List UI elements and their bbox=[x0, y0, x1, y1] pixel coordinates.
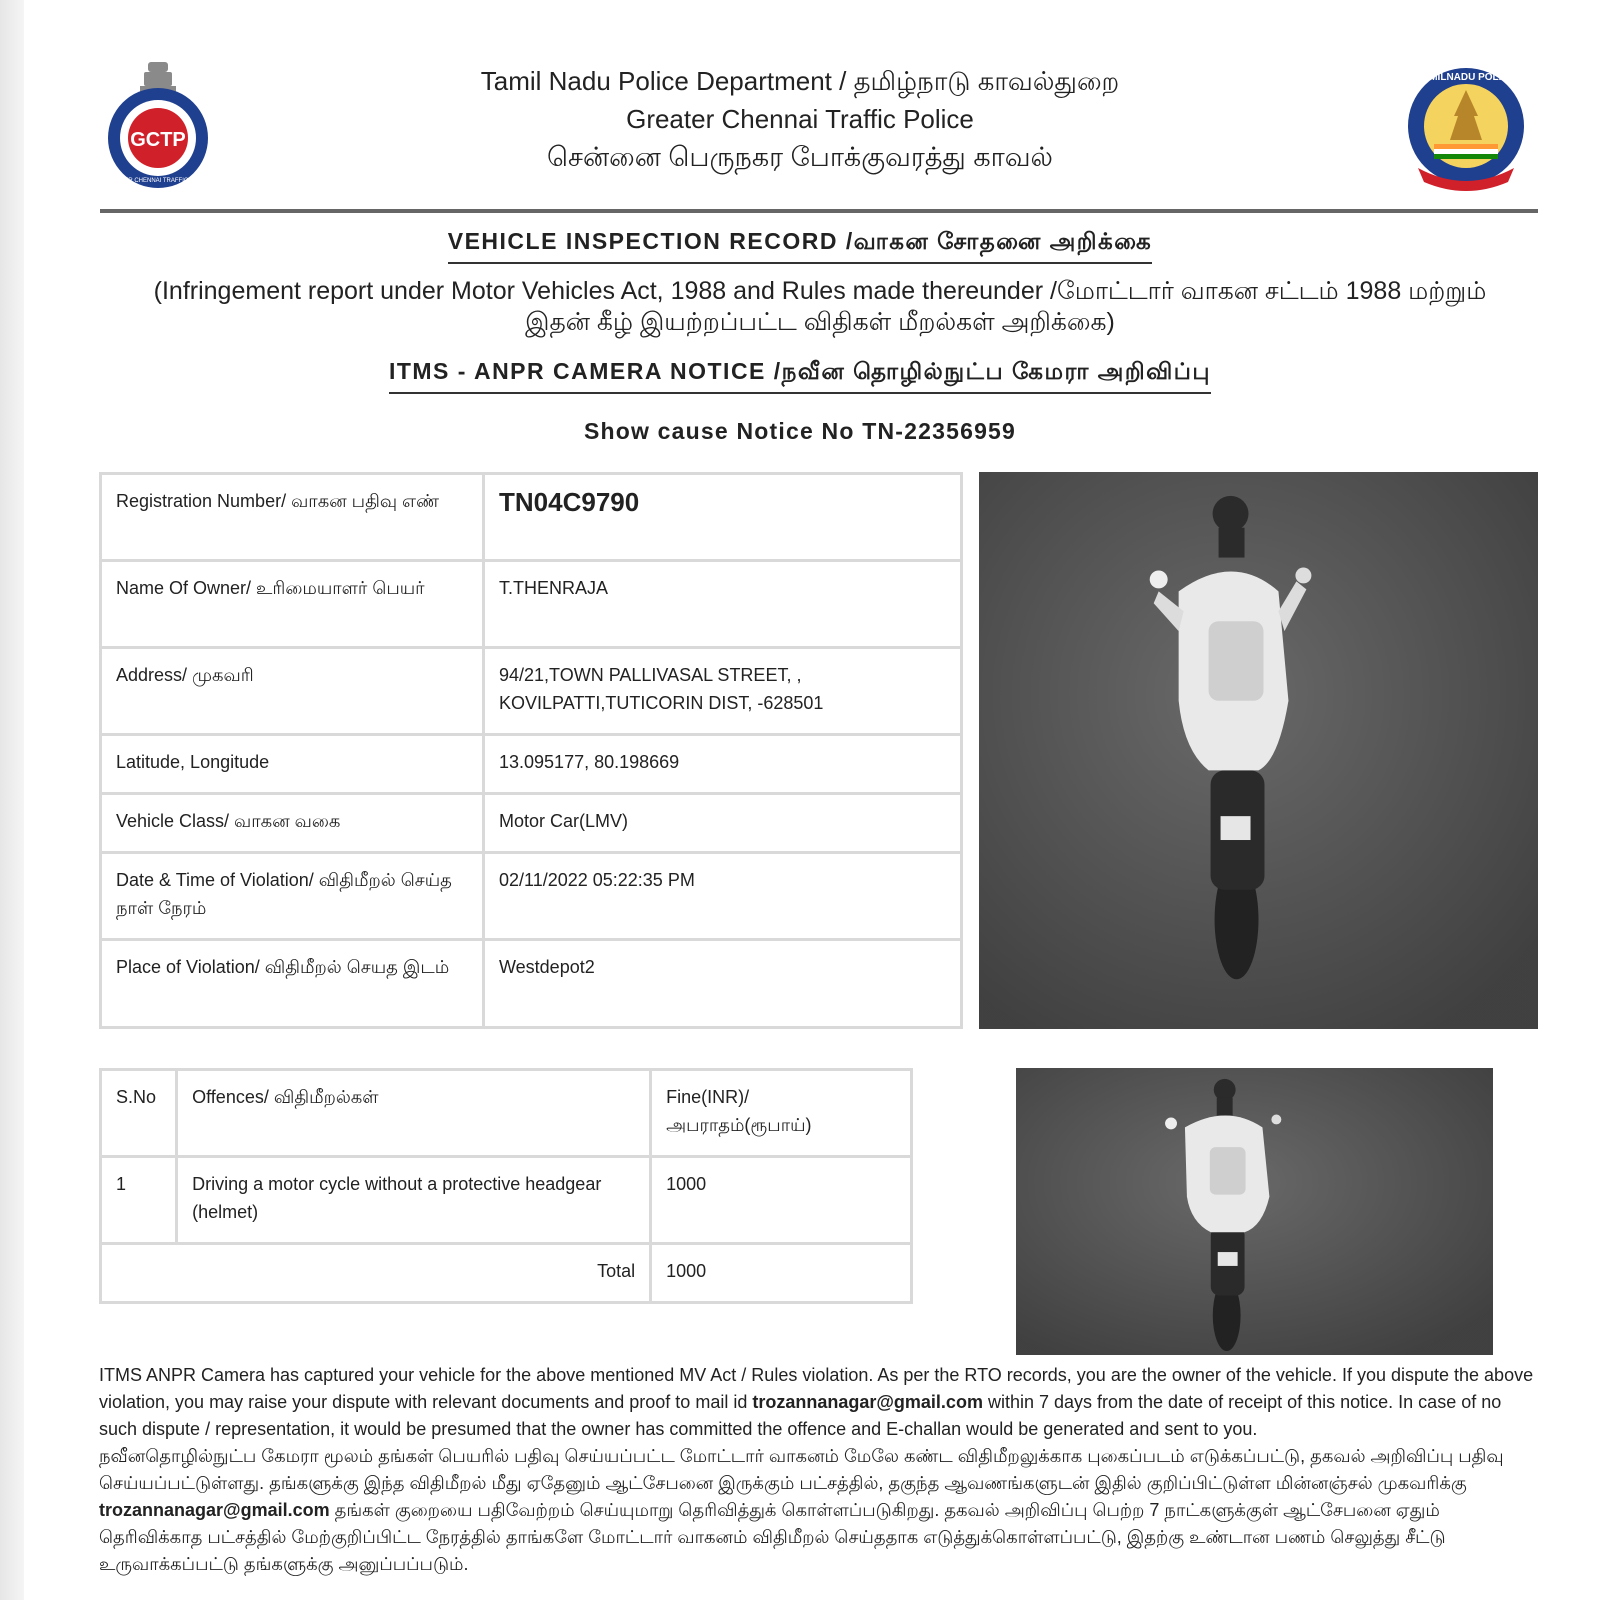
table-row bbox=[101, 474, 962, 561]
notice-paragraph-english-part2: within 7 days from the date of receipt of this notice. In case of no such dispute / representation, it would be presumed that the owner has committed the offence and E-challan would be generated and sent to you. bbox=[99, 1392, 1502, 1439]
document-title bbox=[0, 228, 1600, 264]
latlng-value: 13.095177, 80.198669 bbox=[484, 735, 962, 794]
datetime-label: Date & Time of Violation/ விதிமீறல் செய்த நாள் நேரம் bbox=[101, 853, 484, 940]
gctp-logo-text: GCTP bbox=[130, 129, 186, 151]
notice-title bbox=[0, 358, 1600, 394]
registration-label: Registration Number/ வாகன பதிவு எண் bbox=[101, 474, 484, 561]
table-row bbox=[101, 794, 962, 853]
document-subtitle: (Infringement report under Motor Vehicles Act, 1988 and Rules made thereunder /மோட்டார் வாகன சட்டம் 1988 மற்றும் இதன் கீழ் இயற்றப்பட்ட விதிகள் மீறல்கள் அறிக்கை) bbox=[153, 277, 1487, 336]
owner-value: T.THENRAJA bbox=[484, 561, 962, 648]
vehicle-class-label: Vehicle Class/ வாகன வகை bbox=[101, 794, 484, 853]
tamilnadu-police-ring-text: TAMILNADU POLICE bbox=[1416, 72, 1516, 83]
address-value: 94/21,TOWN PALLIVASAL STREET, , KOVILPATTI,TUTICORIN DIST, -628501 bbox=[484, 648, 962, 735]
table-header-row bbox=[101, 1070, 912, 1157]
header-divider bbox=[100, 209, 1538, 213]
violation-photo-large bbox=[979, 472, 1538, 1029]
table-row bbox=[101, 853, 962, 940]
notice-paragraph-tamil-part1: நவீனதொழில்நுட்ப கேமரா மூலம் தங்கள் பெயரில் பதிவு செய்யப்பட்ட மோட்டார் வாகனம் மேலே கண்ட விதிமீறலுக்காக புகைப்படம் எடுக்கப்பட்டு, தகவல் அறிவிப்பு பதிவு செய்யப்பட்டுள்ளது. தங்களுக்கு இந்த விதிமீறல் மீது ஏதேனும் ஆட்சேபனை இருக்கும் பட்சத்தில், தகுந்த ஆவணங்களுடன் இதில் குறிப்பிட்டுள்ள மின்னஞ்சல் முகவரிக்கு bbox=[99, 1446, 1504, 1493]
offence-header: Offences/ விதிமீறல்கள் bbox=[177, 1070, 651, 1157]
table-row bbox=[101, 561, 962, 648]
address-label: Address/ முகவரி bbox=[101, 648, 484, 735]
offences-table bbox=[99, 1068, 913, 1304]
offence-description: Driving a motor cycle without a protective headgear (helmet) bbox=[177, 1157, 651, 1244]
latlng-label: Latitude, Longitude bbox=[101, 735, 484, 794]
table-row bbox=[101, 648, 962, 735]
dispute-email-link-english[interactable]: trozannanagar@gmail.com bbox=[752, 1392, 983, 1412]
place-value: Westdepot2 bbox=[484, 940, 962, 1028]
datetime-value: 02/11/2022 05:22:35 PM bbox=[484, 853, 962, 940]
place-label: Place of Violation/ விதிமீறல் செயத இடம் bbox=[101, 940, 484, 1028]
header-line-traffic-police: Greater Chennai Traffic Police bbox=[626, 104, 974, 134]
vehicle-info-table bbox=[99, 472, 963, 1029]
dispute-email-link-tamil[interactable]: trozannanagar@gmail.com bbox=[99, 1500, 330, 1520]
sno-header: S.No bbox=[101, 1070, 177, 1157]
notice-paragraph-english-part1: ITMS ANPR Camera has captured your vehicle for the above mentioned MV Act / Rules violation. As per the RTO records, you are the owner of the vehicle. If you dispute the above violation, you may raise your dispute with relevant documents and proof to mail id bbox=[99, 1365, 1534, 1412]
gctp-logo-ring-text: GREATER CHENNAI TRAFFIC POLICE bbox=[104, 178, 212, 184]
document-title-text: VEHICLE INSPECTION RECORD /வாகன சோதனை அறிக்கை bbox=[448, 228, 1152, 264]
header-line-department: Tamil Nadu Police Department / தமிழ்நாடு காவல்துறை bbox=[480, 66, 1120, 96]
table-row bbox=[101, 1157, 912, 1244]
total-value: 1000 bbox=[651, 1244, 912, 1303]
owner-label: Name Of Owner/ உரிமையாளர் பெயர் bbox=[101, 561, 484, 648]
offence-fine: 1000 bbox=[651, 1157, 912, 1244]
offence-sno: 1 bbox=[101, 1157, 177, 1244]
header-line-tamil: சென்னை பெருநகர போக்குவரத்து காவல் bbox=[547, 142, 1053, 172]
table-row bbox=[101, 940, 962, 1028]
registration-number: TN04C9790 bbox=[499, 487, 640, 517]
violation-photo-small bbox=[1016, 1068, 1493, 1355]
notice-paragraph-tamil bbox=[99, 1443, 1539, 1578]
notice-title-text: ITMS - ANPR CAMERA NOTICE /நவீன தொழில்நுட்ப கேமரா அறிவிப்பு bbox=[389, 358, 1211, 394]
total-label: Total bbox=[101, 1244, 651, 1303]
notice-number: Show cause Notice No TN-22356959 bbox=[583, 418, 1017, 444]
table-total-row bbox=[101, 1244, 912, 1303]
vehicle-class-value: Motor Car(LMV) bbox=[484, 794, 962, 853]
fine-header: Fine(INR)/ அபராதம்(ரூபாய்) bbox=[651, 1070, 912, 1157]
table-row bbox=[101, 735, 962, 794]
notice-paragraph-english bbox=[99, 1362, 1539, 1443]
notice-paragraph-tamil-part2: தங்கள் குறையை பதிவேற்றம் செய்யுமாறு தெரிவித்துக் கொள்ளப்படுகிறது. தகவல் அறிவிப்பு பெற்ற 7 நாட்களுக்குள் ஆட்சேபனை ஏதும் தெரிவிக்காத பட்சத்தில் மேற்குறிப்பிட்ட நேரத்தில் தாங்களே மோட்டார் வாகனம் விதிமீறல் செய்ததாக எடுத்துக்கொள்ளப்பட்டு, இதற்கு உண்டான பணம் செலுத்து சீட்டு உருவாக்கப்பட்டு தங்களுக்கு அனுப்பப்படும். bbox=[99, 1500, 1446, 1574]
registration-value bbox=[484, 474, 962, 561]
